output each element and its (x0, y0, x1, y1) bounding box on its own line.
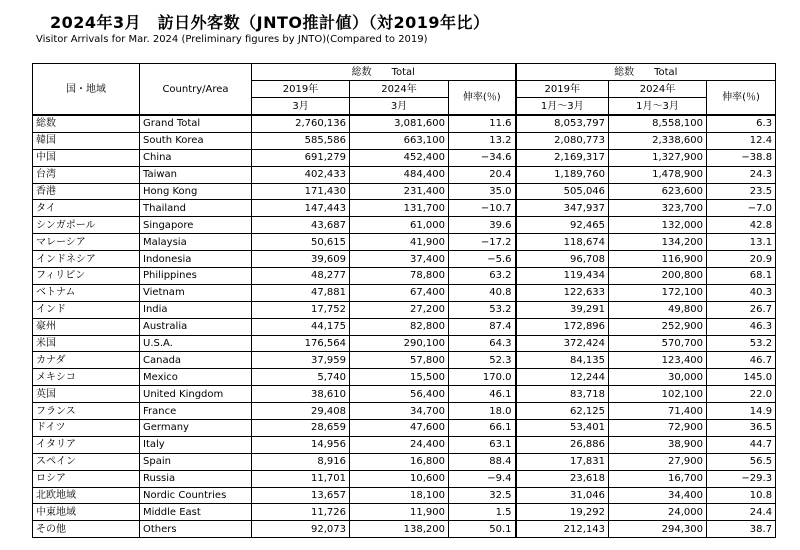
cell-country-en: Others (140, 521, 252, 538)
cell-growth-month: 11.6 (449, 115, 516, 132)
cell-growth-month: −34.6 (449, 149, 516, 166)
table-row (33, 352, 776, 369)
cell-growth-month: 53.2 (449, 301, 516, 318)
cell-2019-ytd: 118,674 (516, 234, 609, 251)
cell-2024-month: 290,100 (350, 335, 449, 352)
cell-region-jp: メキシコ (33, 369, 140, 386)
cell-2024-month: 18,100 (350, 487, 449, 504)
cell-2024-month: 3,081,600 (350, 115, 449, 132)
cell-region-jp: 中国 (33, 149, 140, 166)
cell-2024-ytd: 123,400 (609, 352, 707, 369)
table-row (33, 200, 776, 217)
cell-2024-ytd: 71,400 (609, 403, 707, 420)
cell-country-en: Australia (140, 318, 252, 335)
header-total-ytd: 総数 Total (516, 64, 776, 81)
cell-growth-ytd: 22.0 (707, 386, 776, 403)
header-2019-month-sub: 3月 (252, 98, 350, 116)
cell-growth-ytd: 10.8 (707, 487, 776, 504)
cell-2024-month: 663,100 (350, 132, 449, 149)
cell-region-jp: インドネシア (33, 251, 140, 268)
cell-growth-ytd: −7.0 (707, 200, 776, 217)
cell-country-en: France (140, 403, 252, 420)
cell-2019-ytd: 505,046 (516, 183, 609, 200)
cell-2024-month: 231,400 (350, 183, 449, 200)
cell-2024-ytd: 294,300 (609, 521, 707, 538)
cell-2024-month: 56,400 (350, 386, 449, 403)
cell-growth-ytd: 6.3 (707, 115, 776, 132)
header-2024-month-sub: 3月 (350, 98, 449, 116)
cell-region-jp: 台湾 (33, 166, 140, 183)
cell-growth-month: 170.0 (449, 369, 516, 386)
cell-country-en: Thailand (140, 200, 252, 217)
cell-2019-month: 5,740 (252, 369, 350, 386)
header-growth-ytd: 伸率(％) (707, 81, 776, 116)
cell-country-en: Mexico (140, 369, 252, 386)
cell-2019-ytd: 172,896 (516, 318, 609, 335)
cell-country-en: Singapore (140, 217, 252, 234)
table-row (33, 166, 776, 183)
cell-country-en: Philippines (140, 268, 252, 285)
cell-2019-month: 29,408 (252, 403, 350, 420)
cell-country-en: Canada (140, 352, 252, 369)
cell-growth-ytd: 24.4 (707, 504, 776, 521)
cell-2024-ytd: 323,700 (609, 200, 707, 217)
cell-2024-ytd: 2,338,600 (609, 132, 707, 149)
cell-growth-month: 35.0 (449, 183, 516, 200)
cell-2019-month: 8,916 (252, 453, 350, 470)
cell-2019-ytd: 23,618 (516, 470, 609, 487)
cell-2024-ytd: 116,900 (609, 251, 707, 268)
cell-2024-month: 34,700 (350, 403, 449, 420)
cell-country-en: Spain (140, 453, 252, 470)
page-subtitle: Visitor Arrivals for Mar. 2024 (Preliminary figures by JNTO)(Compared to 2019) (36, 34, 428, 45)
cell-2024-month: 24,400 (350, 436, 449, 453)
cell-growth-month: −10.7 (449, 200, 516, 217)
cell-2024-month: 15,500 (350, 369, 449, 386)
cell-growth-ytd: 56.5 (707, 453, 776, 470)
page-title: 2024年3月 訪日外客数（JNTO推計値）（対2019年比） (50, 13, 490, 32)
cell-2019-ytd: 83,718 (516, 386, 609, 403)
cell-country-en: South Korea (140, 132, 252, 149)
cell-growth-ytd: 46.7 (707, 352, 776, 369)
cell-2019-month: 176,564 (252, 335, 350, 352)
cell-2019-month: 585,586 (252, 132, 350, 149)
cell-growth-month: −9.4 (449, 470, 516, 487)
table-row (33, 453, 776, 470)
cell-2019-month: 147,443 (252, 200, 350, 217)
cell-2019-ytd: 8,053,797 (516, 115, 609, 132)
cell-2019-month: 47,881 (252, 284, 350, 301)
cell-region-jp: 中東地域 (33, 504, 140, 521)
cell-2019-month: 2,760,136 (252, 115, 350, 132)
header-2019-ytd-sub: 1月～3月 (516, 98, 609, 116)
cell-region-jp: 米国 (33, 335, 140, 352)
cell-growth-month: −5.6 (449, 251, 516, 268)
cell-country-en: United Kingdom (140, 386, 252, 403)
cell-2019-ytd: 17,831 (516, 453, 609, 470)
cell-2024-ytd: 27,900 (609, 453, 707, 470)
cell-2024-month: 16,800 (350, 453, 449, 470)
cell-2024-ytd: 49,800 (609, 301, 707, 318)
cell-growth-month: 87.4 (449, 318, 516, 335)
cell-country-en: Malaysia (140, 234, 252, 251)
table-row (33, 386, 776, 403)
cell-region-jp: 豪州 (33, 318, 140, 335)
cell-2019-month: 48,277 (252, 268, 350, 285)
header-2019-month: 2019年 (252, 81, 350, 98)
cell-growth-month: 52.3 (449, 352, 516, 369)
cell-2019-month: 691,279 (252, 149, 350, 166)
cell-region-jp: 韓国 (33, 132, 140, 149)
cell-2024-month: 10,600 (350, 470, 449, 487)
cell-2024-month: 11,900 (350, 504, 449, 521)
cell-2024-month: 27,200 (350, 301, 449, 318)
header-2019-ytd: 2019年 (516, 81, 609, 98)
cell-region-jp: シンガポール (33, 217, 140, 234)
cell-country-en: China (140, 149, 252, 166)
table-row (33, 470, 776, 487)
cell-2019-month: 11,726 (252, 504, 350, 521)
table-row (33, 403, 776, 420)
cell-2019-ytd: 62,125 (516, 403, 609, 420)
cell-2024-month: 61,000 (350, 217, 449, 234)
cell-region-jp: タイ (33, 200, 140, 217)
cell-2019-ytd: 372,424 (516, 335, 609, 352)
table-row (33, 149, 776, 166)
cell-growth-ytd: 38.7 (707, 521, 776, 538)
cell-growth-month: 20.4 (449, 166, 516, 183)
cell-2019-ytd: 12,244 (516, 369, 609, 386)
cell-2024-ytd: 570,700 (609, 335, 707, 352)
cell-region-jp: ベトナム (33, 284, 140, 301)
cell-growth-ytd: 26.7 (707, 301, 776, 318)
cell-2019-ytd: 92,465 (516, 217, 609, 234)
cell-region-jp: 香港 (33, 183, 140, 200)
cell-country-en: India (140, 301, 252, 318)
cell-growth-ytd: 145.0 (707, 369, 776, 386)
cell-2024-ytd: 1,327,900 (609, 149, 707, 166)
cell-2019-ytd: 96,708 (516, 251, 609, 268)
cell-region-jp: イタリア (33, 436, 140, 453)
cell-growth-ytd: 23.5 (707, 183, 776, 200)
cell-region-jp: 英国 (33, 386, 140, 403)
table-row (33, 132, 776, 149)
cell-country-en: Indonesia (140, 251, 252, 268)
cell-2019-ytd: 212,143 (516, 521, 609, 538)
table-row (33, 521, 776, 538)
cell-growth-ytd: 40.3 (707, 284, 776, 301)
cell-2024-month: 57,800 (350, 352, 449, 369)
cell-growth-month: 63.2 (449, 268, 516, 285)
cell-country-en: Italy (140, 436, 252, 453)
table-row (33, 268, 776, 285)
cell-2024-ytd: 252,900 (609, 318, 707, 335)
cell-country-en: Grand Total (140, 115, 252, 132)
cell-growth-month: 88.4 (449, 453, 516, 470)
cell-2024-ytd: 1,478,900 (609, 166, 707, 183)
cell-region-jp: マレーシア (33, 234, 140, 251)
cell-2019-ytd: 347,937 (516, 200, 609, 217)
cell-2024-ytd: 34,400 (609, 487, 707, 504)
cell-growth-ytd: 46.3 (707, 318, 776, 335)
cell-2024-ytd: 24,000 (609, 504, 707, 521)
cell-region-jp: 北欧地域 (33, 487, 140, 504)
table-row (33, 251, 776, 268)
cell-2019-month: 38,610 (252, 386, 350, 403)
cell-growth-month: 46.1 (449, 386, 516, 403)
cell-country-en: U.S.A. (140, 335, 252, 352)
cell-region-jp: ロシア (33, 470, 140, 487)
table-row (33, 369, 776, 386)
cell-growth-ytd: 14.9 (707, 403, 776, 420)
cell-2024-ytd: 16,700 (609, 470, 707, 487)
cell-growth-ytd: 53.2 (707, 335, 776, 352)
cell-country-en: Hong Kong (140, 183, 252, 200)
cell-2024-month: 138,200 (350, 521, 449, 538)
cell-2024-ytd: 172,100 (609, 284, 707, 301)
cell-2019-ytd: 119,434 (516, 268, 609, 285)
cell-region-jp: フィリピン (33, 268, 140, 285)
table-row (33, 487, 776, 504)
cell-2019-ytd: 53,401 (516, 420, 609, 437)
cell-country-en: Middle East (140, 504, 252, 521)
table-row (33, 318, 776, 335)
header-growth-month: 伸率(％) (449, 81, 516, 116)
cell-2019-month: 13,657 (252, 487, 350, 504)
table-row (33, 183, 776, 200)
cell-2019-month: 43,687 (252, 217, 350, 234)
cell-growth-ytd: 13.1 (707, 234, 776, 251)
cell-growth-ytd: −29.3 (707, 470, 776, 487)
cell-growth-ytd: 20.9 (707, 251, 776, 268)
cell-2024-ytd: 38,900 (609, 436, 707, 453)
cell-2019-month: 92,073 (252, 521, 350, 538)
cell-growth-ytd: 42.8 (707, 217, 776, 234)
table-row (33, 217, 776, 234)
table-row (33, 115, 776, 132)
cell-country-en: Vietnam (140, 284, 252, 301)
header-region-jp: 国・地域 (33, 64, 140, 116)
cell-2019-month: 14,956 (252, 436, 350, 453)
cell-country-en: Taiwan (140, 166, 252, 183)
cell-2019-month: 17,752 (252, 301, 350, 318)
cell-region-jp: 総数 (33, 115, 140, 132)
header-2024-month: 2024年 (350, 81, 449, 98)
cell-growth-ytd: 44.7 (707, 436, 776, 453)
visitor-arrivals-table (32, 63, 776, 538)
cell-2024-month: 131,700 (350, 200, 449, 217)
cell-2024-ytd: 102,100 (609, 386, 707, 403)
cell-growth-month: 64.3 (449, 335, 516, 352)
cell-2019-ytd: 1,189,760 (516, 166, 609, 183)
cell-growth-month: 39.6 (449, 217, 516, 234)
cell-2019-ytd: 84,135 (516, 352, 609, 369)
cell-2019-ytd: 122,633 (516, 284, 609, 301)
cell-region-jp: その他 (33, 521, 140, 538)
cell-growth-month: 66.1 (449, 420, 516, 437)
cell-2024-ytd: 8,558,100 (609, 115, 707, 132)
cell-2024-month: 41,900 (350, 234, 449, 251)
cell-2024-month: 452,400 (350, 149, 449, 166)
cell-2019-ytd: 26,886 (516, 436, 609, 453)
cell-country-en: Nordic Countries (140, 487, 252, 504)
cell-growth-month: 40.8 (449, 284, 516, 301)
cell-growth-month: 13.2 (449, 132, 516, 149)
cell-2019-month: 11,701 (252, 470, 350, 487)
cell-region-jp: フランス (33, 403, 140, 420)
cell-growth-ytd: 68.1 (707, 268, 776, 285)
cell-2024-month: 484,400 (350, 166, 449, 183)
cell-2024-month: 78,800 (350, 268, 449, 285)
cell-2024-month: 82,800 (350, 318, 449, 335)
table-row (33, 301, 776, 318)
cell-2019-month: 171,430 (252, 183, 350, 200)
cell-2024-ytd: 30,000 (609, 369, 707, 386)
cell-2024-ytd: 72,900 (609, 420, 707, 437)
table-row (33, 420, 776, 437)
cell-2019-ytd: 2,080,773 (516, 132, 609, 149)
header-total-month: 総数 Total (252, 64, 516, 81)
cell-region-jp: カナダ (33, 352, 140, 369)
cell-2019-month: 28,659 (252, 420, 350, 437)
cell-growth-month: 50.1 (449, 521, 516, 538)
cell-growth-month: −17.2 (449, 234, 516, 251)
table-row (33, 436, 776, 453)
header-2024-ytd: 2024年 (609, 81, 707, 98)
cell-growth-ytd: 36.5 (707, 420, 776, 437)
cell-2019-month: 402,433 (252, 166, 350, 183)
cell-growth-month: 32.5 (449, 487, 516, 504)
table-row (33, 234, 776, 251)
cell-2024-ytd: 200,800 (609, 268, 707, 285)
cell-country-en: Germany (140, 420, 252, 437)
cell-2019-month: 37,959 (252, 352, 350, 369)
header-2024-ytd-sub: 1月～3月 (609, 98, 707, 116)
cell-growth-ytd: −38.8 (707, 149, 776, 166)
cell-growth-month: 18.0 (449, 403, 516, 420)
cell-2019-month: 44,175 (252, 318, 350, 335)
table-row (33, 335, 776, 352)
cell-2019-ytd: 2,169,317 (516, 149, 609, 166)
cell-2024-ytd: 623,600 (609, 183, 707, 200)
table-row (33, 284, 776, 301)
cell-region-jp: スペイン (33, 453, 140, 470)
cell-2024-month: 67,400 (350, 284, 449, 301)
cell-region-jp: ドイツ (33, 420, 140, 437)
cell-growth-month: 1.5 (449, 504, 516, 521)
cell-2024-month: 47,600 (350, 420, 449, 437)
cell-2019-month: 39,609 (252, 251, 350, 268)
header-country-area: Country/Area (140, 64, 252, 116)
cell-2019-month: 50,615 (252, 234, 350, 251)
cell-growth-month: 63.1 (449, 436, 516, 453)
cell-2019-ytd: 19,292 (516, 504, 609, 521)
cell-region-jp: インド (33, 301, 140, 318)
cell-2019-ytd: 39,291 (516, 301, 609, 318)
cell-2024-ytd: 134,200 (609, 234, 707, 251)
cell-2024-month: 37,400 (350, 251, 449, 268)
cell-growth-ytd: 12.4 (707, 132, 776, 149)
cell-growth-ytd: 24.3 (707, 166, 776, 183)
table-row (33, 504, 776, 521)
cell-2019-ytd: 31,046 (516, 487, 609, 504)
cell-2024-ytd: 132,000 (609, 217, 707, 234)
cell-country-en: Russia (140, 470, 252, 487)
